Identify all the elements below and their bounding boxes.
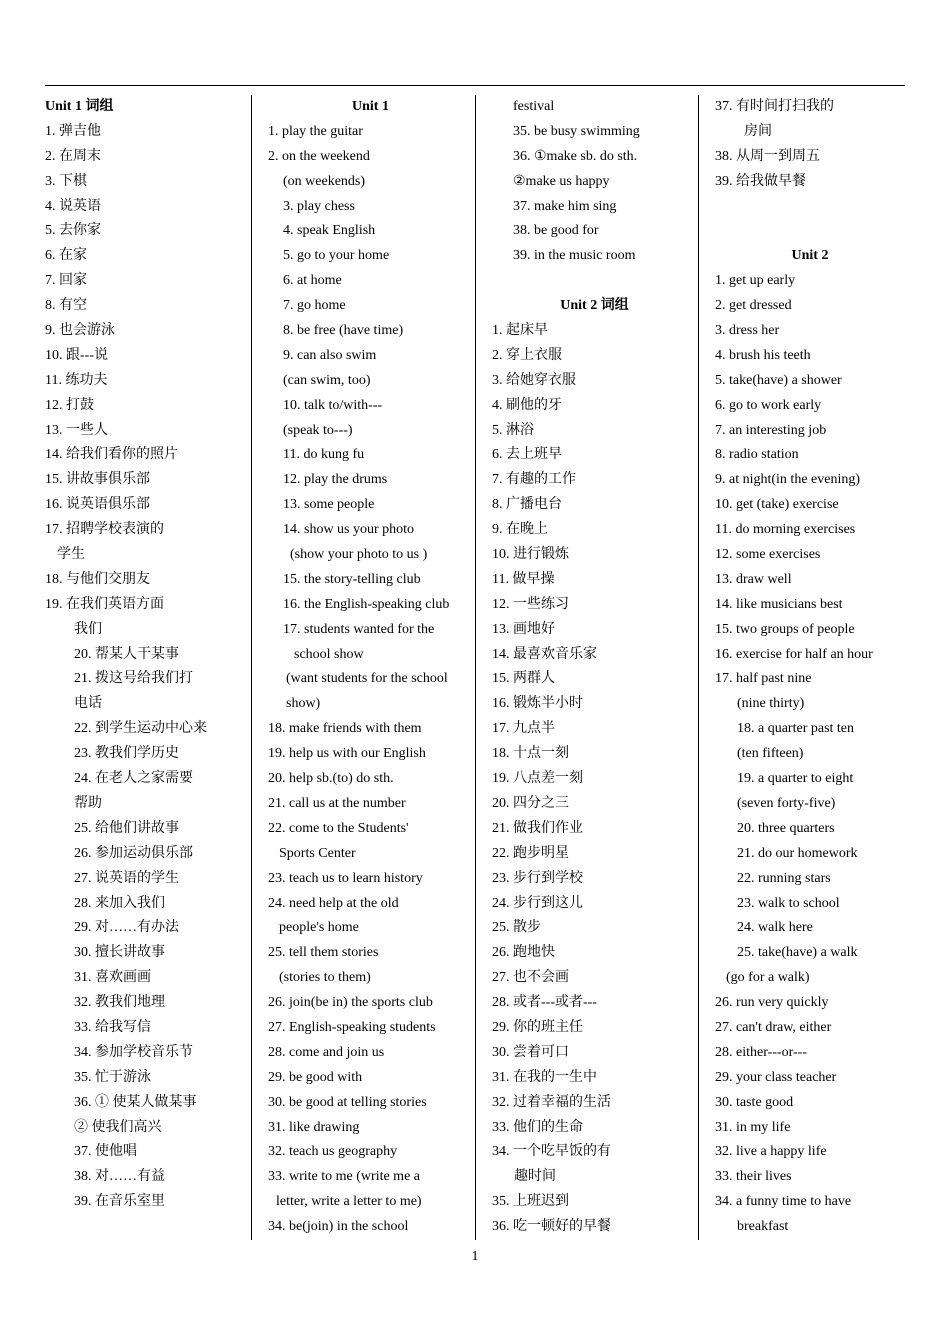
phrase-line: 23. teach us to learn history — [268, 870, 423, 886]
phrase-line: 38. 从周一到周五 — [715, 148, 820, 164]
phrase-line: 31. in my life — [715, 1119, 791, 1135]
phrase-line: 17. half past nine — [715, 671, 812, 687]
phrase-line: 2. on the weekend — [268, 148, 370, 164]
phrase-line: 32. live a happy life — [715, 1144, 827, 1160]
phrase-line: 4. 说英语 — [45, 198, 101, 214]
phrase-line: 34. 一个吃早饭的有 — [492, 1144, 611, 1160]
phrase-line: 20. three quarters — [737, 820, 835, 836]
section-heading: Unit 2 — [791, 248, 829, 264]
phrase-line: 18. make friends with them — [268, 721, 422, 737]
phrase-line: 22. 跑步明星 — [492, 845, 569, 861]
phrase-line: 19. help us with our English — [268, 746, 426, 762]
phrase-line: 16. 说英语俱乐部 — [45, 497, 150, 513]
phrase-line: 24. 步行到这儿 — [492, 895, 583, 911]
phrase-line: 2. 穿上衣服 — [492, 347, 562, 363]
phrase-line: 21. 拨这号给我们打 — [74, 671, 193, 687]
phrase-line: 25. tell them stories — [268, 945, 379, 961]
column-divider — [475, 95, 476, 1240]
phrase-line: 5. 去你家 — [45, 223, 101, 239]
phrase-line: 28. 来加入我们 — [74, 895, 165, 911]
phrase-line: 31. 喜欢画画 — [74, 970, 151, 986]
phrase-line: (stories to them) — [279, 970, 371, 986]
column-divider — [251, 95, 252, 1240]
phrase-line: 3. dress her — [715, 323, 780, 339]
phrase-line: (can swim, too) — [283, 372, 371, 388]
phrase-line: 5. take(have) a shower — [715, 372, 842, 388]
phrase-line: 20. help sb.(to) do sth. — [268, 771, 394, 787]
phrase-line: 7. go home — [283, 298, 346, 314]
phrase-line: 3. 下棋 — [45, 173, 87, 189]
phrase-line: 38. 对……有益 — [74, 1169, 165, 1185]
phrase-line: 6. 去上班早 — [492, 447, 562, 463]
phrase-line: 39. in the music room — [513, 248, 636, 264]
phrase-line: 35. be busy swimming — [513, 123, 640, 139]
phrase-line: 27. 也不会画 — [492, 970, 569, 986]
phrase-line: 34. a funny time to have — [715, 1194, 852, 1210]
phrase-line: (nine thirty) — [737, 696, 805, 712]
phrase-line: 10. talk to/with--- — [283, 397, 383, 413]
phrase-line: Sports Center — [279, 845, 356, 861]
phrase-line: 26. 跑地快 — [492, 945, 555, 961]
phrase-line: 9. at night(in the evening) — [715, 472, 861, 488]
phrase-line: 帮助 — [74, 795, 102, 811]
phrase-line: 3. 给她穿衣服 — [492, 372, 576, 388]
phrase-line: 20. 四分之三 — [492, 795, 569, 811]
column-4 — [715, 95, 905, 1240]
phrase-line: 17. students wanted for the — [283, 621, 435, 637]
phrase-line: 30. be good at telling stories — [268, 1094, 427, 1110]
phrase-line: 24. walk here — [737, 920, 813, 936]
phrase-line: 6. 在家 — [45, 248, 87, 264]
phrase-line: 15. the story-telling club — [283, 571, 421, 587]
phrase-line: 33. write to me (write me a — [268, 1169, 421, 1185]
blank-line — [715, 195, 905, 220]
phrase-line: 学生 — [57, 547, 85, 563]
phrase-line: 36. ① 使某人做某事 — [74, 1094, 197, 1110]
phrase-line: 5. go to your home — [283, 248, 390, 264]
phrase-line: 25. take(have) a walk — [737, 945, 858, 961]
phrase-line: 4. brush his teeth — [715, 347, 811, 363]
phrase-line: 9. can also swim — [283, 347, 377, 363]
phrase-line: 26. 参加运动俱乐部 — [74, 845, 193, 861]
phrase-line: 35. 忙于游泳 — [74, 1069, 151, 1085]
phrase-line: school show — [294, 646, 364, 662]
phrase-line: 8. be free (have time) — [283, 323, 404, 339]
phrase-line: 18. 与他们交朋友 — [45, 571, 150, 587]
phrase-line: 14. 最喜欢音乐家 — [492, 646, 597, 662]
phrase-line: 23. 步行到学校 — [492, 870, 583, 886]
phrase-line: 21. 做我们作业 — [492, 820, 583, 836]
phrase-line: 17. 招聘学校表演的 — [45, 522, 164, 538]
phrase-line: 30. 擅长讲故事 — [74, 945, 165, 961]
phrase-line: 2. 在周末 — [45, 148, 101, 164]
phrase-line: 36. ①make sb. do sth. — [513, 148, 638, 164]
phrase-line: 1. play the guitar — [268, 123, 363, 139]
phrase-line: 26. run very quickly — [715, 995, 829, 1011]
phrase-line: 23. 教我们学历史 — [74, 746, 179, 762]
phrase-line: 8. radio station — [715, 447, 799, 463]
phrase-line: 28. 或者---或者--- — [492, 995, 597, 1011]
phrase-line: 4. speak English — [283, 223, 376, 239]
phrase-line: 18. 十点一刻 — [492, 746, 569, 762]
phrase-line: (ten fifteen) — [737, 746, 804, 762]
phrase-line: 28. either---or--- — [715, 1044, 807, 1060]
phrase-line: 22. 到学生运动中心来 — [74, 721, 207, 737]
phrase-line: 7. 有趣的工作 — [492, 472, 576, 488]
column-2 — [268, 95, 473, 1240]
phrase-line: 8. 广播电台 — [492, 497, 562, 513]
phrase-line: 35. 上班迟到 — [492, 1194, 569, 1210]
phrase-line: 20. 帮某人干某事 — [74, 646, 179, 662]
phrase-line: (on weekends) — [283, 173, 366, 189]
phrase-line: show) — [286, 696, 321, 712]
phrase-line: 15. 两群人 — [492, 671, 555, 687]
phrase-line: 10. 进行锻炼 — [492, 547, 569, 563]
phrase-line: letter, write a letter to me) — [276, 1194, 422, 1210]
column-divider — [698, 95, 699, 1240]
blank-line — [715, 219, 905, 244]
phrase-line: 29. 你的班主任 — [492, 1019, 583, 1035]
phrase-line: 10. get (take) exercise — [715, 497, 839, 513]
phrase-line: 我们 — [74, 621, 102, 637]
phrase-line: festival — [513, 99, 555, 114]
phrase-line: (go for a walk) — [726, 970, 810, 986]
phrase-line: 26. join(be in) the sports club — [268, 995, 433, 1011]
phrase-line: 2. get dressed — [715, 298, 792, 314]
phrase-line: ② 使我们高兴 — [74, 1119, 162, 1135]
phrase-line: 28. come and join us — [268, 1044, 385, 1060]
phrase-line: 12. 打鼓 — [45, 397, 94, 413]
phrase-line: 1. 弹吉他 — [45, 123, 101, 139]
phrase-line: 31. 在我的一生中 — [492, 1069, 597, 1085]
phrase-line: 19. 八点差一刻 — [492, 771, 583, 787]
phrase-line: 11. do morning exercises — [715, 522, 856, 538]
phrase-line: 房间 — [744, 123, 772, 139]
phrase-line: 24. 在老人之家需要 — [74, 771, 193, 787]
phrase-line: 9. 在晚上 — [492, 522, 548, 538]
phrase-line: (speak to---) — [283, 422, 353, 438]
phrase-line: 25. 给他们讲故事 — [74, 820, 179, 836]
phrase-line: 25. 散步 — [492, 920, 541, 936]
phrase-line: 39. 在音乐室里 — [74, 1194, 165, 1210]
phrase-line: 19. a quarter to eight — [737, 771, 854, 787]
phrase-line: 27. 说英语的学生 — [74, 870, 179, 886]
phrase-line: 22. come to the Students' — [268, 820, 409, 836]
phrase-line: 21. call us at the number — [268, 795, 406, 811]
phrase-line: 27. English-speaking students — [268, 1019, 436, 1035]
phrase-line: 17. 九点半 — [492, 721, 555, 737]
phrase-line: (show your photo to us ) — [290, 547, 428, 563]
phrase-line: 30. taste good — [715, 1094, 794, 1110]
blank-line — [492, 269, 697, 294]
phrase-line: (want students for the school — [286, 671, 448, 687]
phrase-line: 21. do our homework — [737, 845, 858, 861]
phrase-line: 16. 锻炼半小时 — [492, 696, 583, 712]
phrase-line: 37. 有时间打扫我的 — [715, 99, 834, 114]
phrase-line: 1. 起床早 — [492, 323, 548, 339]
phrase-line: 7. 回家 — [45, 273, 87, 289]
top-rule — [45, 85, 905, 86]
phrase-line: 29. 对……有办法 — [74, 920, 179, 936]
phrase-line: 趣时间 — [514, 1169, 556, 1185]
phrase-line: 32. teach us geography — [268, 1144, 398, 1160]
phrase-line: 6. at home — [283, 273, 342, 289]
phrase-line: 12. play the drums — [283, 472, 388, 488]
phrase-line: 14. like musicians best — [715, 596, 843, 612]
phrase-line: 29. your class teacher — [715, 1069, 837, 1085]
phrase-line: 32. 过着幸福的生活 — [492, 1094, 611, 1110]
column-1 — [45, 95, 250, 1215]
phrase-line: 18. a quarter past ten — [737, 721, 855, 737]
phrase-line: 11. do kung fu — [283, 447, 365, 463]
phrase-line: 10. 跟---说 — [45, 347, 108, 363]
phrase-line: 9. 也会游泳 — [45, 323, 115, 339]
phrase-line: 37. make him sing — [513, 198, 617, 214]
phrase-line: 13. 一些人 — [45, 422, 108, 438]
phrase-line: 7. an interesting job — [715, 422, 827, 438]
phrase-line: 13. 画地好 — [492, 621, 555, 637]
phrase-line: 3. play chess — [283, 198, 355, 214]
phrase-line: 36. 吃一顿好的早餐 — [492, 1219, 611, 1235]
phrase-line: 6. go to work early — [715, 397, 822, 413]
section-heading: Unit 2 词组 — [560, 298, 629, 314]
phrase-line: 8. 有空 — [45, 298, 87, 314]
phrase-line: 1. get up early — [715, 273, 796, 289]
phrase-line: 33. 给我写信 — [74, 1019, 151, 1035]
phrase-line: 32. 教我们地理 — [74, 995, 165, 1011]
phrase-line: ②make us happy — [513, 173, 610, 189]
phrase-line: 33. their lives — [715, 1169, 792, 1185]
phrase-line: 14. show us your photo — [283, 522, 415, 538]
phrase-line: 电话 — [74, 696, 102, 712]
section-heading: Unit 1 词组 — [45, 99, 114, 114]
phrase-line: 38. be good for — [513, 223, 599, 239]
section-heading: Unit 1 — [352, 99, 389, 114]
phrase-line: 22. running stars — [737, 870, 831, 886]
phrase-line: 39. 给我做早餐 — [715, 173, 806, 189]
phrase-line: 34. 参加学校音乐节 — [74, 1044, 193, 1060]
phrase-line: 19. 在我们英语方面 — [45, 596, 164, 612]
phrase-line: 24. need help at the old — [268, 895, 399, 911]
column-3 — [492, 95, 697, 1240]
phrase-line: 5. 淋浴 — [492, 422, 534, 438]
phrase-line: 14. 给我们看你的照片 — [45, 447, 178, 463]
phrase-line: 11. 练功夫 — [45, 372, 108, 388]
phrase-line: 31. like drawing — [268, 1119, 360, 1135]
phrase-line: 15. two groups of people — [715, 621, 855, 637]
phrase-line: 23. walk to school — [737, 895, 840, 911]
phrase-line: 15. 讲故事俱乐部 — [45, 472, 150, 488]
phrase-line: 33. 他们的生命 — [492, 1119, 583, 1135]
phrase-line: 16. the English-speaking club — [283, 596, 450, 612]
phrase-line: 34. be(join) in the school — [268, 1219, 409, 1235]
phrase-line: 12. some exercises — [715, 547, 821, 563]
phrase-line: people's home — [279, 920, 359, 936]
phrase-line: breakfast — [737, 1219, 789, 1235]
phrase-line: 29. be good with — [268, 1069, 363, 1085]
phrase-line: 30. 尝着可口 — [492, 1044, 569, 1060]
phrase-line: 12. 一些练习 — [492, 596, 569, 612]
phrase-line: 13. some people — [283, 497, 375, 513]
phrase-line: (seven forty-five) — [737, 795, 836, 811]
phrase-line: 11. 做早操 — [492, 571, 555, 587]
phrase-line: 13. draw well — [715, 571, 792, 587]
phrase-line: 37. 使他唱 — [74, 1144, 137, 1160]
page-number: 1 — [471, 1249, 479, 1264]
phrase-line: 27. can't draw, either — [715, 1019, 832, 1035]
phrase-line: 4. 刷他的牙 — [492, 397, 562, 413]
phrase-line: 16. exercise for half an hour — [715, 646, 873, 662]
